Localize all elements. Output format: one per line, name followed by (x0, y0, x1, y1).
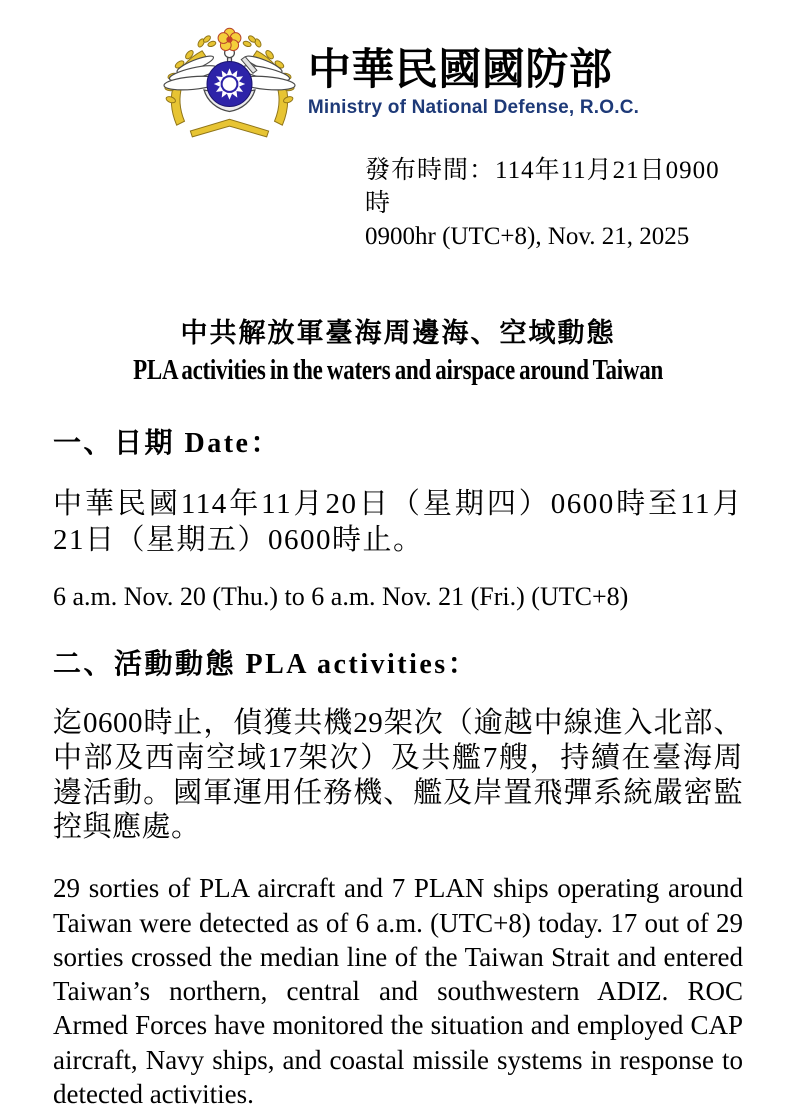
sun-disc-icon (207, 62, 252, 107)
activities-paragraph-en: 29 sorties of PLA aircraft and 7 PLAN ships operating around Taiwan were detected as of 6 a.m. (UTC+8) today. 17 out of 29 sorties crossed the median line of the Taiwan Strait and entered Taiwan’s northern, central and southwestern ADIZ. ROC Armed Forces have monitored the situation and employed CAP aircraft, Navy ships, and coastal missile systems in response to detected activities. (53, 873, 743, 1109)
org-title-block (308, 47, 639, 119)
release-time-block (365, 154, 743, 253)
date-paragraph-zh: 中華民國114年11月20日（星期四）0600時至11月21日（星期五）0600時止。 (53, 488, 743, 556)
document-title-en: PLA activities in the waters and airspace around Taiwan (133, 355, 663, 386)
document-header (57, 27, 743, 145)
section-date-heading: 一、日期 Date： (53, 428, 281, 459)
roc-mnd-emblem-icon (161, 27, 298, 145)
org-title-en: Ministry of National Defense, R.O.C. (307, 97, 640, 119)
plum-blossom-icon (218, 28, 241, 50)
org-title-zh: 中華民國國防部 (307, 47, 613, 94)
release-time-zh: 發布時間：114年11月21日0900時 (365, 157, 720, 217)
activities-paragraph-zh: 迄0600時止，偵獲共機29架次（逾越中線進入北部、中部及西南空域17架次）及共艦7艘，持續在臺海周邊活動。國軍運用任務機、艦及岸置飛彈系統嚴密監控與應處。 (53, 707, 743, 844)
document-title-zh: 中共解放軍臺海周邊海、空域動態 (180, 318, 616, 348)
release-time-en: 0900hr (UTC+8), Nov. 21, 2025 (365, 223, 690, 250)
section-activities-heading: 二、活動動態 PLA activities： (53, 649, 479, 681)
date-paragraph-en: 6 a.m. Nov. 20 (Thu.) to 6 a.m. Nov. 21 (Fri.) (UTC+8) (53, 581, 629, 611)
document-title (53, 311, 743, 387)
